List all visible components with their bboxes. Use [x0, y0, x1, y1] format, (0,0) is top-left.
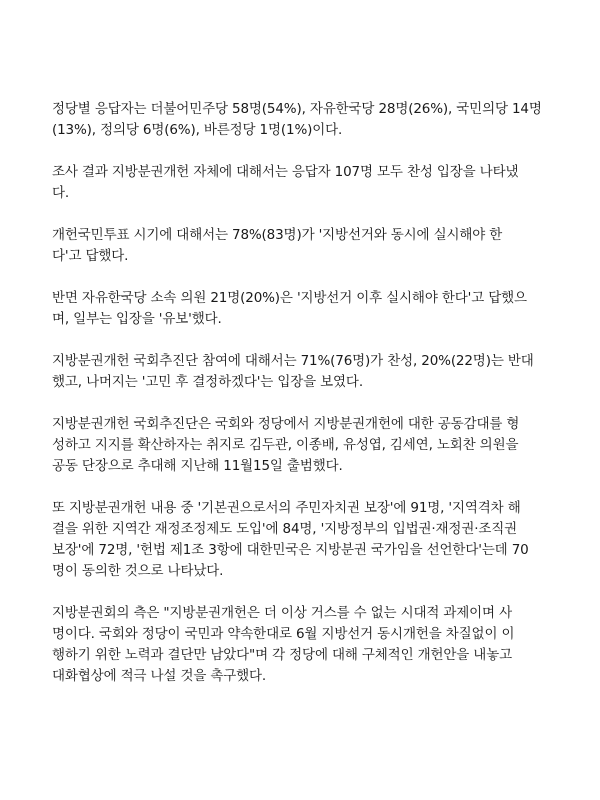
paragraph-task-force-participation: 지방분권개헌 국회추진단 참여에 대해서는 71%(76명)가 찬성, 20%(22명)는 반대 했고, 나머지는 '고민 후 결정하겠다'는 입장을 보였다. [52, 353, 534, 390]
paragraph-party-breakdown: 정당별 응답자는 더불어민주당 58명(54%), 자유한국당 28명(26%), 국민의당 14명 (13%), 정의당 6명(6%), 바른정당 1명(1%)이다. [52, 101, 542, 138]
paragraph-council-statement: 지방분권회의 측은 "지방분권개헌은 더 이상 거스를 수 없는 시대적 과제이며 사 명이다. 국회와 정당이 국민과 약속한대로 6월 지방선거 동시개헌을 차질없이 이 행하기 위한 노력과 결단만 남았다"며 각 정당에 대해 구체적인 개헌안을 내놓고 대화협상에 적극 나설 것을 촉구했다. [52, 605, 515, 684]
paragraph-task-force-description: 지방분권개헌 국회추진단은 국회와 정당에서 지방분권개헌에 대한 공동감대를 형 성하고 지지를 확산하자는 취지로 김두관, 이종배, 유성엽, 김세연, 노회찬 의원을 공동 단장으로 추대해 지난해 11월15일 출범했다. [52, 416, 520, 474]
paragraph-amendment-contents: 또 지방분권개헌 내용 중 '기본권으로서의 주민자치권 보장'에 91명, '지역격차 해 결을 위한 지역간 재정조정제도 도입'에 84명, '지방정부의 입법권·재정권·조직권 보장'에 72명, '헌법 제1조 3항에 대한민국은 지방분권 국가임을 선언한다'는데 70 명이 동의한 것으로 나타났다. [52, 500, 529, 579]
paragraph-opposition-view: 반면 자유한국당 소속 의원 21명(20%)은 '지방선거 이후 실시해야 한다'고 답했으 며, 일부는 입장을 '유보'했다. [52, 290, 527, 327]
article-body [52, 99, 572, 708]
paragraph-referendum-timing: 개헌국민투표 시기에 대해서는 78%(83명)가 '지방선거와 동시에 실시해야 한 다'고 답했다. [52, 227, 503, 264]
paragraph-survey-result: 조사 결과 지방분권개헌 자체에 대해서는 응답자 107명 모두 찬성 입장을 나타냈 다. [52, 164, 519, 201]
